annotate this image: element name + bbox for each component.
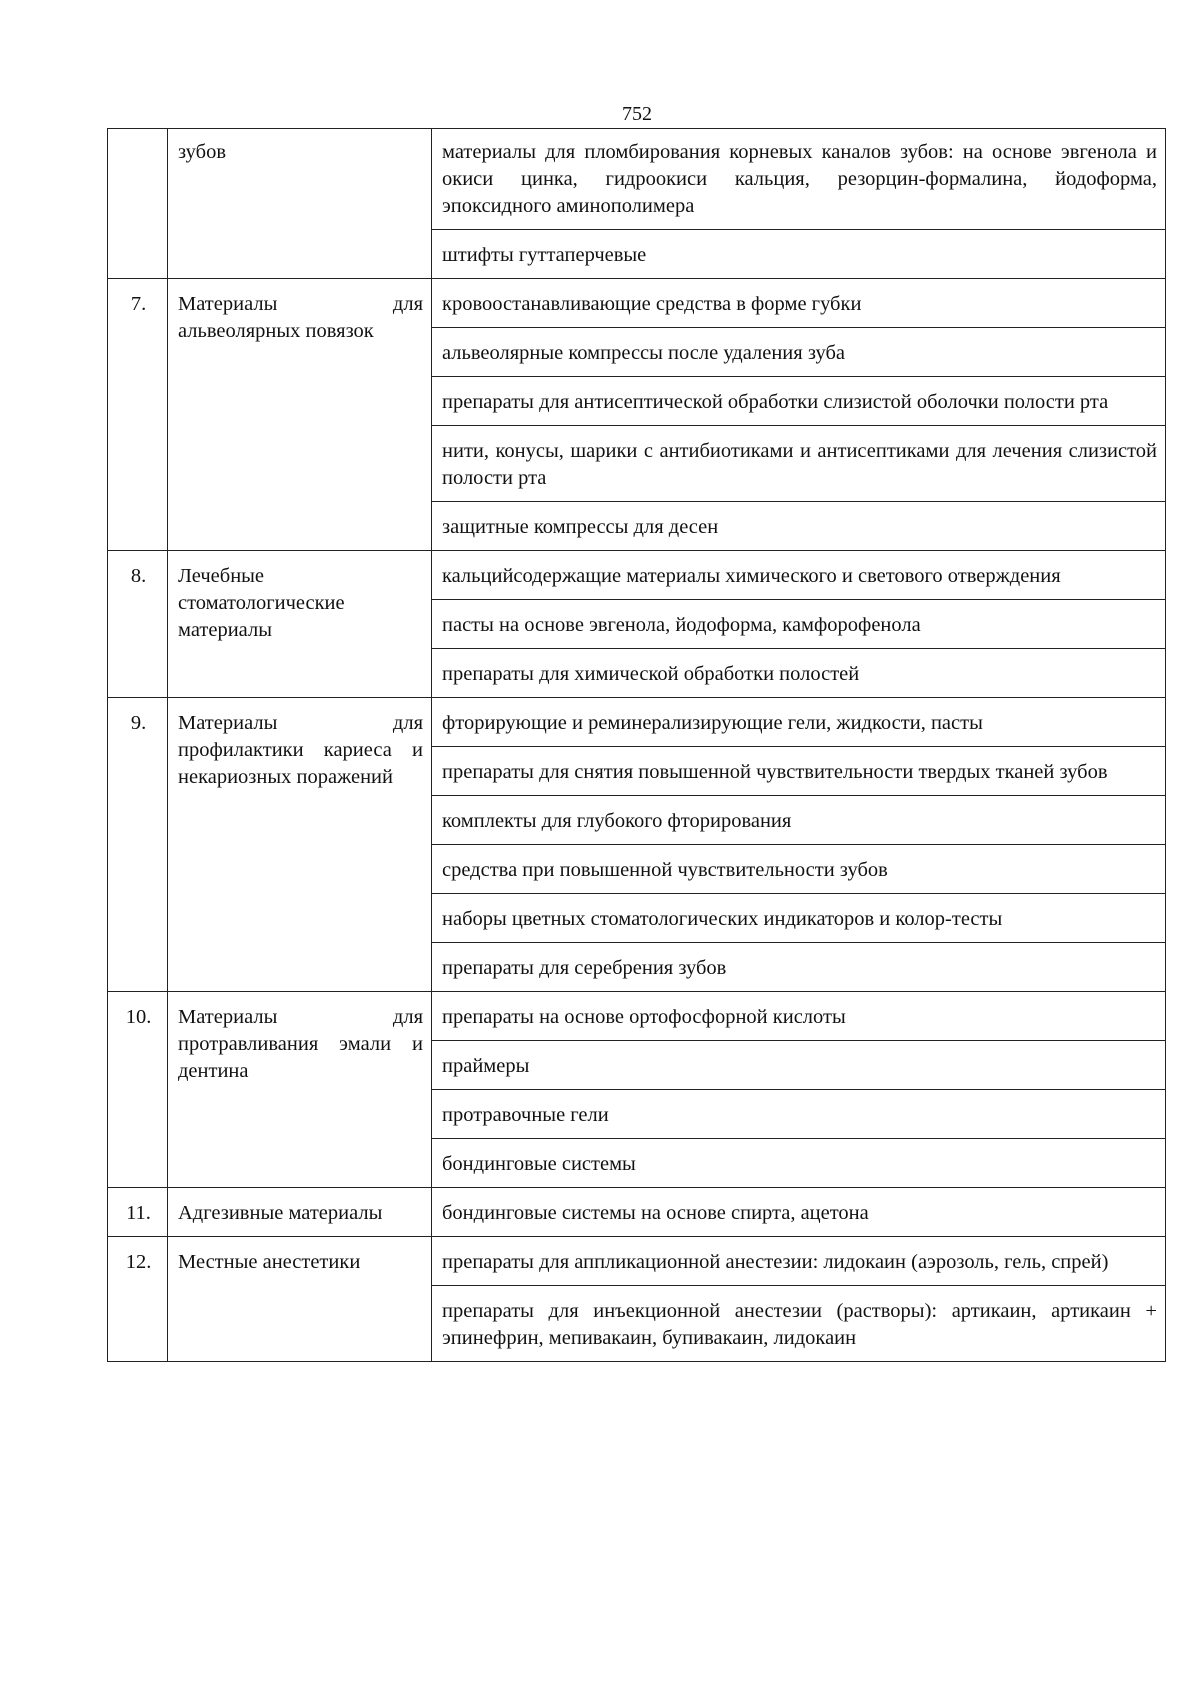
row-number: 11. (108, 1188, 168, 1237)
item-cell: бондинговые системы (432, 1139, 1166, 1188)
item-cell: препараты на основе ортофосфорной кислоты (432, 992, 1166, 1041)
item-cell: средства при повышенной чувствительности зубов (432, 845, 1166, 894)
row-number: 12. (108, 1237, 168, 1362)
category-cell: Местные анестетики (168, 1237, 432, 1362)
item-cell: кальцийсодержащие материалы химического и светового отверждения (432, 551, 1166, 600)
row-number: 7. (108, 279, 168, 551)
item-cell: препараты для снятия повышенной чувствительности твердых тканей зубов (432, 747, 1166, 796)
item-cell: альвеолярные компрессы после удаления зуба (432, 328, 1166, 377)
item-cell: препараты для инъекционной анестезии (растворы): артикаин, артикаин + эпинефрин, мепивакаин, бупивакаин, лидокаин (432, 1286, 1166, 1362)
category-cell: Адгезивные материалы (168, 1188, 432, 1237)
table-row (108, 1237, 1166, 1286)
item-cell: пасты на основе эвгенола, йодоформа, камфорофенола (432, 600, 1166, 649)
item-cell: препараты для серебрения зубов (432, 943, 1166, 992)
category-cell: зубов (168, 129, 432, 279)
item-cell: фторирующие и реминерализирующие гели, жидкости, пасты (432, 698, 1166, 747)
row-number: 10. (108, 992, 168, 1188)
page-number: 752 (622, 103, 652, 125)
materials-table (107, 128, 1166, 1362)
category-cell: Лечебные стоматологические материалы (168, 551, 432, 698)
item-cell: препараты для химической обработки полостей (432, 649, 1166, 698)
item-cell: наборы цветных стоматологических индикаторов и колор-тесты (432, 894, 1166, 943)
table-row (108, 551, 1166, 600)
item-cell: материалы для пломбирования корневых каналов зубов: на основе эвгенола и окиси цинка, гидроокиси кальция, резорцин-формалина, йодоформа, эпоксидного аминополимера (432, 129, 1166, 230)
table-row (108, 698, 1166, 747)
item-cell: кровоостанавливающие средства в форме губки (432, 279, 1166, 328)
category-cell: Материалы для альвеолярных повязок (168, 279, 432, 551)
item-cell: препараты для антисептической обработки слизистой оболочки полости рта (432, 377, 1166, 426)
item-cell: комплекты для глубокого фторирования (432, 796, 1166, 845)
table-row (108, 992, 1166, 1041)
row-number: 9. (108, 698, 168, 992)
item-cell: нити, конусы, шарики с антибиотиками и антисептиками для лечения слизистой полости рта (432, 426, 1166, 502)
item-cell: штифты гуттаперчевые (432, 230, 1166, 279)
item-cell: бондинговые системы на основе спирта, ацетона (432, 1188, 1166, 1237)
item-cell: препараты для аппликационной анестезии: лидокаин (аэрозоль, гель, спрей) (432, 1237, 1166, 1286)
row-number: 8. (108, 551, 168, 698)
table-row (108, 1188, 1166, 1237)
item-cell: праймеры (432, 1041, 1166, 1090)
category-cell: Материалы для протравливания эмали и дентина (168, 992, 432, 1188)
category-cell: Материалы для профилактики кариеса и некариозных поражений (168, 698, 432, 992)
item-cell: протравочные гели (432, 1090, 1166, 1139)
table-row (108, 279, 1166, 328)
row-number (108, 129, 168, 279)
item-cell: защитные компрессы для десен (432, 502, 1166, 551)
table-row (108, 129, 1166, 230)
